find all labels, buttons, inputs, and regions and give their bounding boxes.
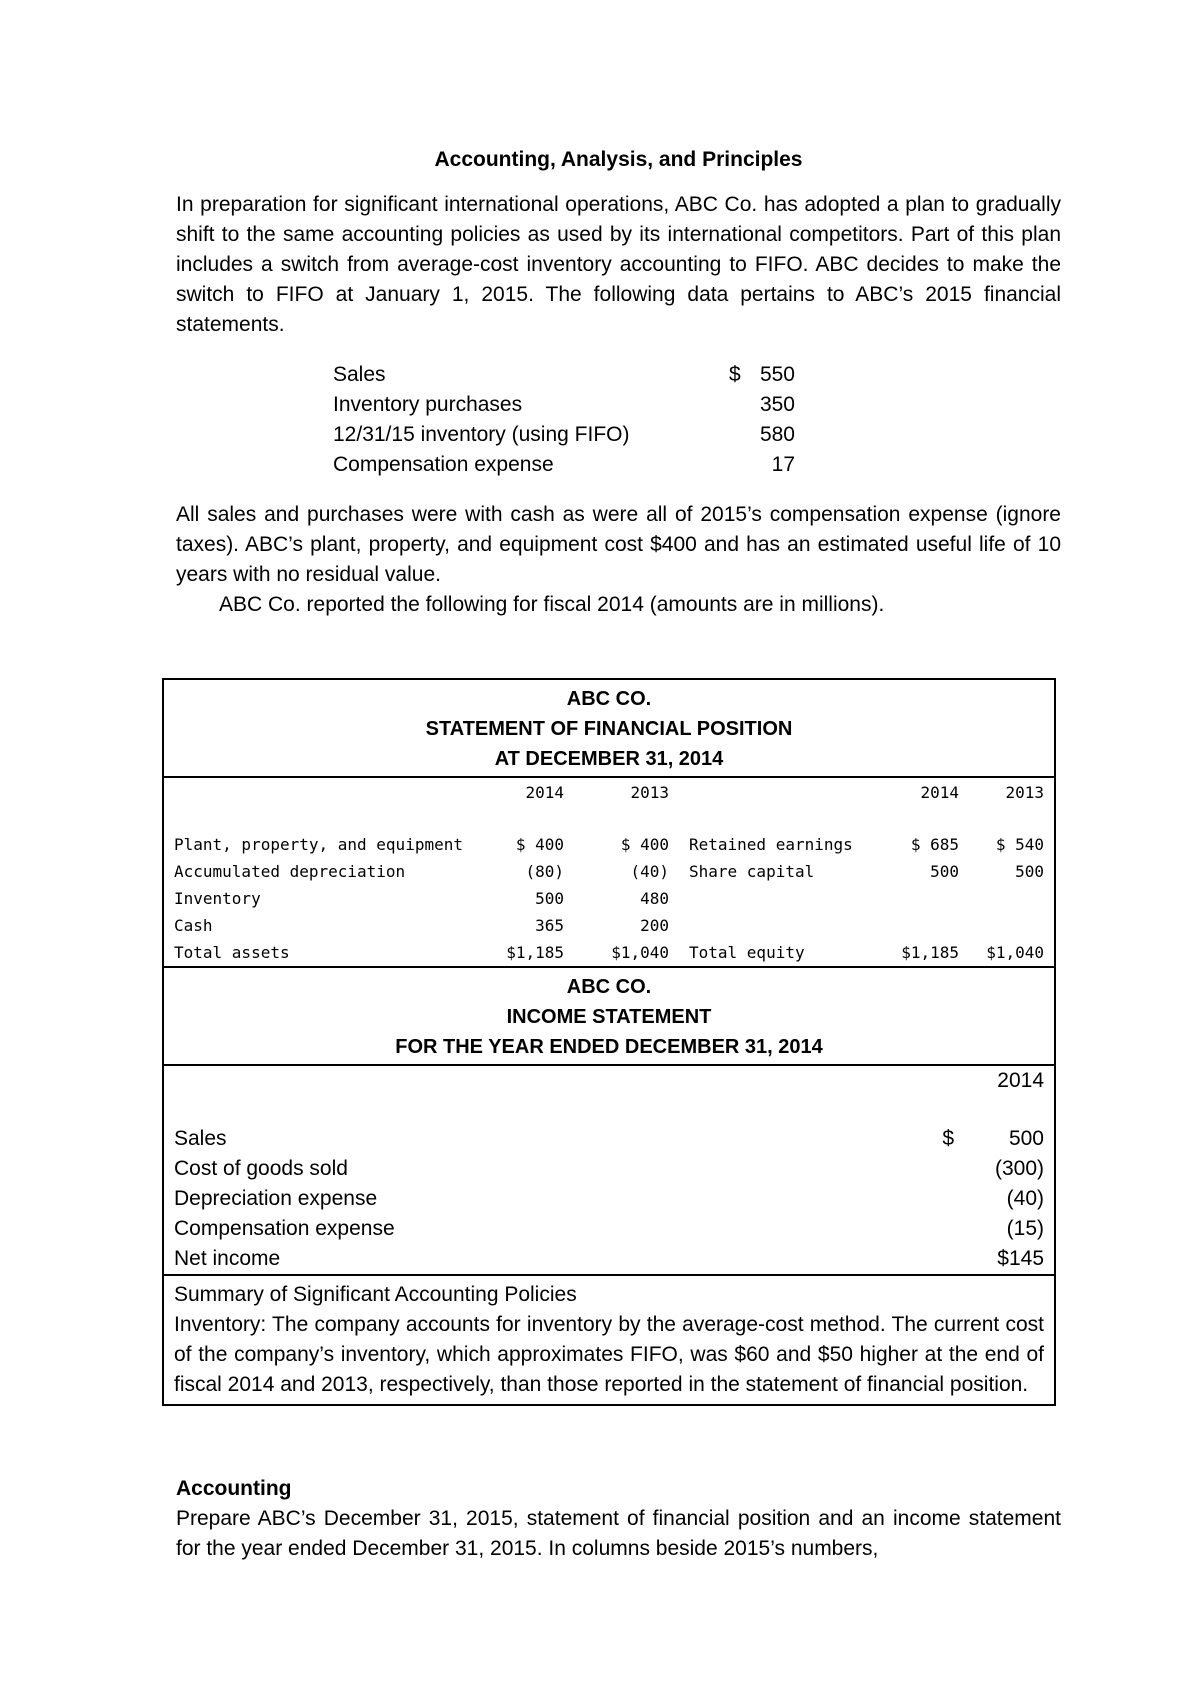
col-header-2014: 2014	[997, 1069, 1044, 1092]
table-row	[164, 1154, 1054, 1184]
data-label: Sales	[333, 363, 386, 386]
is-label: Depreciation expense	[174, 1187, 378, 1210]
intro-paragraph: In preparation for significant international operations, ABC Co. has adopted a plan to gradually shift to the same accounting policies as used by its international competitors. Part of this plan includes a switch from average-cost inventory accounting to FIFO. ABC decides to make the switch to FIFO at January 1, 2015. The following data pertains to ABC’s 2015 financial statements.	[176, 193, 1061, 336]
fiscal-2014-paragraph: ABC Co. reported the following for fiscal 2014 (amounts are in millions).	[219, 593, 885, 616]
accounting-policies-summary	[164, 1276, 1054, 1404]
is-company: ABC CO.	[566, 976, 652, 998]
table-row	[164, 831, 1054, 858]
data-label: Inventory purchases	[333, 393, 523, 416]
is-label: Cost of goods sold	[174, 1157, 348, 1180]
table-row	[164, 858, 1054, 885]
data-2015-table	[333, 360, 795, 480]
is-label: Compensation expense	[174, 1217, 395, 1240]
sfp-title: STATEMENT OF FINANCIAL POSITION	[425, 718, 793, 740]
sfp-header	[164, 680, 1054, 778]
table-row	[164, 885, 1054, 912]
data-currency	[729, 390, 749, 420]
equity-2013: $ 540	[995, 835, 1044, 854]
summary-heading: Summary of Significant Accounting Policies	[174, 1283, 577, 1306]
cash-paragraph: All sales and purchases were with cash as were all of 2015’s compensation expense (ignore taxes). ABC’s plant, property, and equipment cost $400 and has an estimated useful life of 10 years with no residual value.	[176, 503, 1061, 586]
col-header-2014: 2014	[525, 782, 564, 802]
is-value: 500	[1008, 1127, 1044, 1150]
equity-label: Share capital	[689, 862, 815, 881]
is-currency: $	[942, 1127, 954, 1150]
data-value: 17	[771, 453, 795, 476]
col-header-2014: 2014	[920, 782, 959, 802]
is-currency	[914, 1214, 964, 1244]
col-header-2013: 2013	[1005, 782, 1044, 802]
data-value: 350	[759, 393, 795, 416]
table-header-row	[164, 1066, 1054, 1096]
is-period: FOR THE YEAR ENDED DECEMBER 31, 2014	[395, 1036, 823, 1058]
accounting-heading: Accounting	[176, 1477, 292, 1500]
asset-2013: (40)	[630, 862, 669, 881]
asset-2014: 365	[535, 916, 564, 935]
asset-2014: $ 400	[515, 835, 564, 854]
equity-2014	[884, 912, 969, 939]
table-row	[333, 450, 795, 480]
asset-label: Plant, property, and equipment	[174, 835, 463, 854]
equity-2013: 500	[1015, 862, 1044, 881]
is-label: Sales	[174, 1127, 227, 1150]
equity-label: Retained earnings	[689, 835, 853, 854]
equity-2014: 500	[930, 862, 959, 881]
table-row	[164, 1124, 1054, 1154]
asset-2013: $ 400	[620, 835, 669, 854]
data-value: 580	[759, 423, 795, 446]
is-value: (40)	[1006, 1187, 1044, 1210]
table-row	[333, 420, 795, 450]
accounting-section	[176, 1474, 1061, 1564]
asset-2014: $1,185	[479, 939, 574, 967]
is-value: $145	[964, 1244, 1054, 1275]
asset-2014: (80)	[525, 862, 564, 881]
document-body	[176, 148, 1061, 620]
data-currency	[729, 420, 749, 450]
is-currency	[914, 1154, 964, 1184]
sfp-date: AT DECEMBER 31, 2014	[494, 748, 724, 770]
table-row	[333, 360, 795, 390]
table-row-total	[164, 939, 1054, 967]
balance-sheet-table	[164, 778, 1054, 968]
equity-label	[679, 885, 884, 912]
asset-2013: $1,040	[574, 939, 679, 967]
equity-label	[679, 912, 884, 939]
asset-2013: 200	[640, 916, 669, 935]
asset-2013: 480	[640, 889, 669, 908]
asset-label: Inventory	[174, 889, 261, 908]
sfp-company: ABC CO.	[566, 688, 652, 710]
data-currency	[729, 450, 749, 480]
col-header-2013: 2013	[630, 782, 669, 802]
is-title: INCOME STATEMENT	[506, 1006, 712, 1028]
equity-2014: $1,185	[884, 939, 969, 967]
table-row	[164, 1214, 1054, 1244]
is-currency	[914, 1184, 964, 1214]
is-value: (300)	[994, 1157, 1044, 1180]
table-row	[164, 912, 1054, 939]
financial-statements-box	[162, 678, 1056, 1406]
asset-label: Cash	[174, 916, 213, 935]
is-label: Net income	[164, 1244, 914, 1275]
table-row	[333, 390, 795, 420]
equity-2014: $ 685	[910, 835, 959, 854]
asset-label: Accumulated depreciation	[174, 862, 406, 881]
equity-2013	[969, 885, 1054, 912]
equity-label: Total equity	[679, 939, 884, 967]
equity-2013: $1,040	[969, 939, 1054, 967]
data-label: Compensation expense	[333, 453, 554, 476]
is-currency	[914, 1244, 964, 1275]
is-value: (15)	[1006, 1217, 1044, 1240]
is-header	[164, 968, 1054, 1066]
asset-2014: 500	[535, 889, 564, 908]
income-statement-table	[164, 1066, 1054, 1276]
summary-text: Inventory: The company accounts for inventory by the average-cost method. The current cost of the company’s inventory, which approximates FIFO, was $60 and $50 higher at the end of fiscal 2014 and 2013, respectively, than those reported in the statement of financial position.	[174, 1313, 1044, 1396]
data-label: 12/31/15 inventory (using FIFO)	[333, 423, 630, 446]
table-row-total	[164, 1244, 1054, 1275]
data-value: 550	[759, 363, 795, 386]
accounting-text: Prepare ABC’s December 31, 2015, statement of financial position and an income statement for the year ended December 31, 2015. In columns beside 2015’s numbers,	[176, 1507, 1061, 1560]
asset-label: Total assets	[164, 939, 479, 967]
data-currency: $	[729, 363, 741, 386]
page-title: Accounting, Analysis, and Principles	[434, 148, 803, 171]
equity-2013	[969, 912, 1054, 939]
table-row	[164, 1184, 1054, 1214]
equity-2014	[884, 885, 969, 912]
table-header-row	[164, 778, 1054, 806]
